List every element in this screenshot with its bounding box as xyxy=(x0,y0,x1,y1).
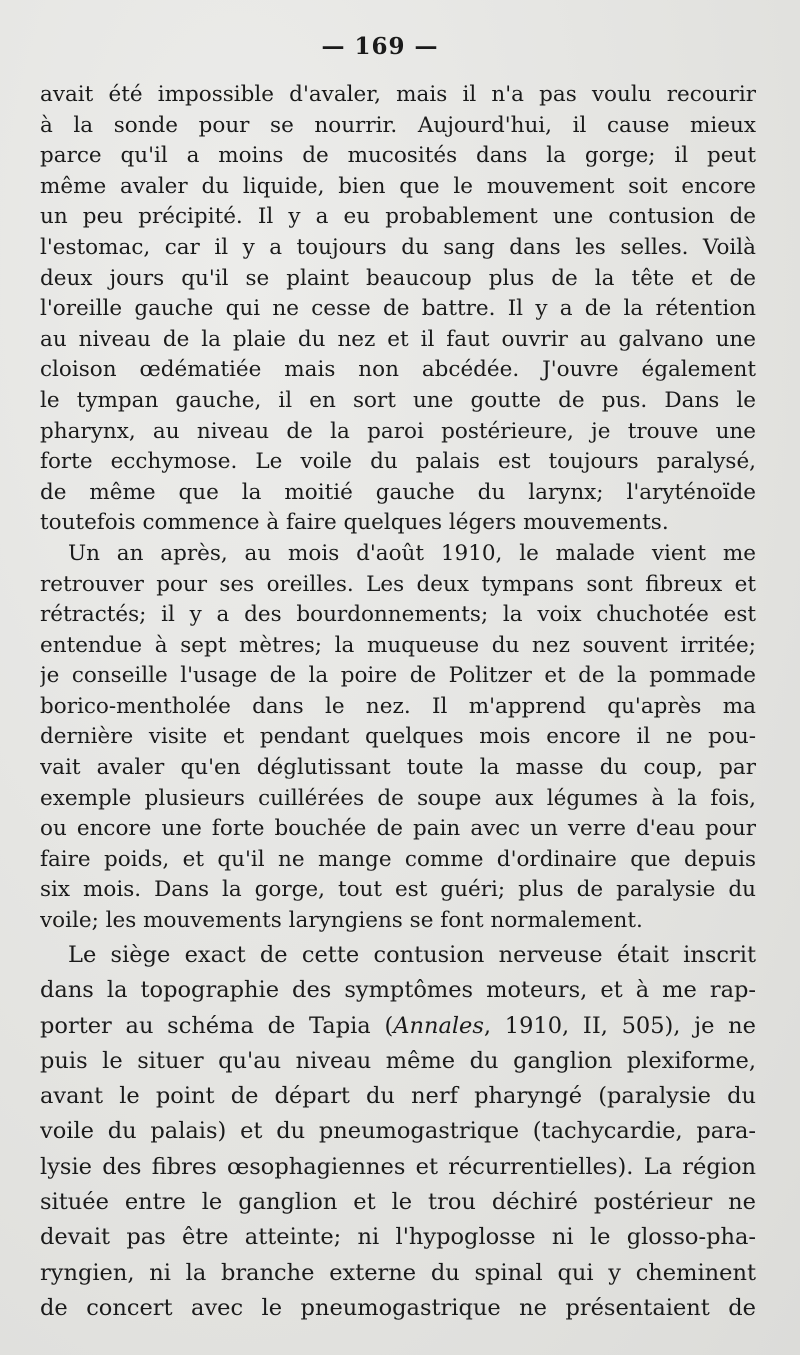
text-line: même avaler du liquide, bien que le mouvement soit encore xyxy=(40,173,756,199)
text-line: cloison œdématiée mais non abcédée. J'ouvre également xyxy=(40,357,756,383)
text-line: ryngien, ni la branche externe du spinal qui y cheminent xyxy=(40,1259,756,1286)
text-line: exemple plusieurs cuillérées de soupe aux légumes à la fois, xyxy=(40,785,756,811)
text-line: forte ecchymose. Le voile du palais est toujours paralysé, xyxy=(40,449,756,475)
text-line: borico-mentholée dans le nez. Il m'apprend qu'après ma xyxy=(40,693,756,719)
text-line: lysie des fibres œsophagiennes et récurrentielles). La région xyxy=(40,1153,756,1180)
text-line: l'oreille gauche qui ne cesse de battre. Il y a de la rétention xyxy=(40,296,756,322)
text-line: voile; les mouvements laryngiens se font normalement. xyxy=(40,908,643,934)
text-line: avant le point de départ du nerf pharyngé (paralysie du xyxy=(40,1083,756,1110)
ref-text-after: , 1910, II, 505), je ne xyxy=(483,1012,756,1039)
text-line: toutefois commence à faire quelques légers mouvements. xyxy=(40,510,669,536)
text-line: six mois. Dans la gorge, tout est guéri; plus de paralysie du xyxy=(40,877,756,903)
text-line: dans la topographie des symptômes moteurs, et à me rap- xyxy=(40,977,756,1004)
text-line: Le siège exact de cette contusion nerveuse était inscrit xyxy=(68,942,756,968)
text-line: devait pas être atteinte; ni l'hypoglosse ni le glosso-pha- xyxy=(40,1224,756,1251)
text-line: à la sonde pour se nourrir. Aujourd'hui, il cause mieux xyxy=(40,112,756,138)
text-line: retrouver pour ses oreilles. Les deux tympans sont fibreux et xyxy=(40,571,756,597)
upper-text-block xyxy=(40,80,756,937)
text-line: rétractés; il y a des bourdonnements; la voix chuchotée est xyxy=(40,602,756,628)
page-number: — 169 — xyxy=(321,33,439,60)
text-line: puis le situer qu'au niveau même du ganglion plexiforme, xyxy=(40,1047,756,1074)
text-line: parce qu'il a moins de mucosités dans la gorge; il peut xyxy=(40,143,756,169)
paragraph-follow-up-visit xyxy=(40,539,756,937)
journal-title: Annales xyxy=(393,1012,484,1039)
text-line: un peu précipité. Il y a eu probablement une contusion de xyxy=(40,204,756,230)
text-line: Un an après, au mois d'août 1910, le malade vient me xyxy=(68,540,756,566)
text-line: avait été impossible d'avaler, mais il n'a pas voulu recourir xyxy=(40,82,756,107)
text-line: ou encore une forte bouchée de pain avec un verre d'eau pour xyxy=(40,816,756,842)
text-line: l'estomac, car il y a toujours du sang dans les selles. Voilà xyxy=(40,234,756,260)
text-line: pharynx, au niveau de la paroi postérieure, je trouve une xyxy=(40,418,756,444)
text-line: dernière visite et pendant quelques mois encore il ne pou- xyxy=(40,724,756,750)
text-line: voile du palais) et du pneumogastrique (tachycardie, para- xyxy=(40,1118,756,1145)
text-line: entendue à sept mètres; la muqueuse du nez souvent irritée; xyxy=(40,632,756,658)
lower-text-block xyxy=(40,938,756,1326)
text-line: de même que la moitié gauche du larynx; l'aryténoïde xyxy=(40,479,756,505)
text-line: je conseille l'usage de la poire de Politzer et de la pommade xyxy=(40,663,756,689)
text-line: deux jours qu'il se plaint beaucoup plus de la tête et de xyxy=(40,265,756,291)
text-line-reference xyxy=(40,1009,756,1044)
text-line: située entre le ganglion et le trou déchiré postérieur ne xyxy=(40,1189,756,1216)
ref-text-before: porter au schéma de Tapia ( xyxy=(40,1012,394,1039)
text-line: faire poids, et qu'il ne mange comme d'ordinaire que depuis xyxy=(40,846,756,872)
text-line: au niveau de la plaie du nez et il faut ouvrir au galvano une xyxy=(40,326,756,352)
text-line: vait avaler qu'en déglutissant toute la masse du coup, par xyxy=(40,755,756,781)
text-line: de concert avec le pneumogastrique ne présentaient de xyxy=(40,1294,756,1321)
paragraph-continuation xyxy=(40,80,756,539)
paragraph-discussion xyxy=(40,938,756,1326)
text-line: le tympan gauche, il en sort une goutte de pus. Dans le xyxy=(40,387,756,413)
